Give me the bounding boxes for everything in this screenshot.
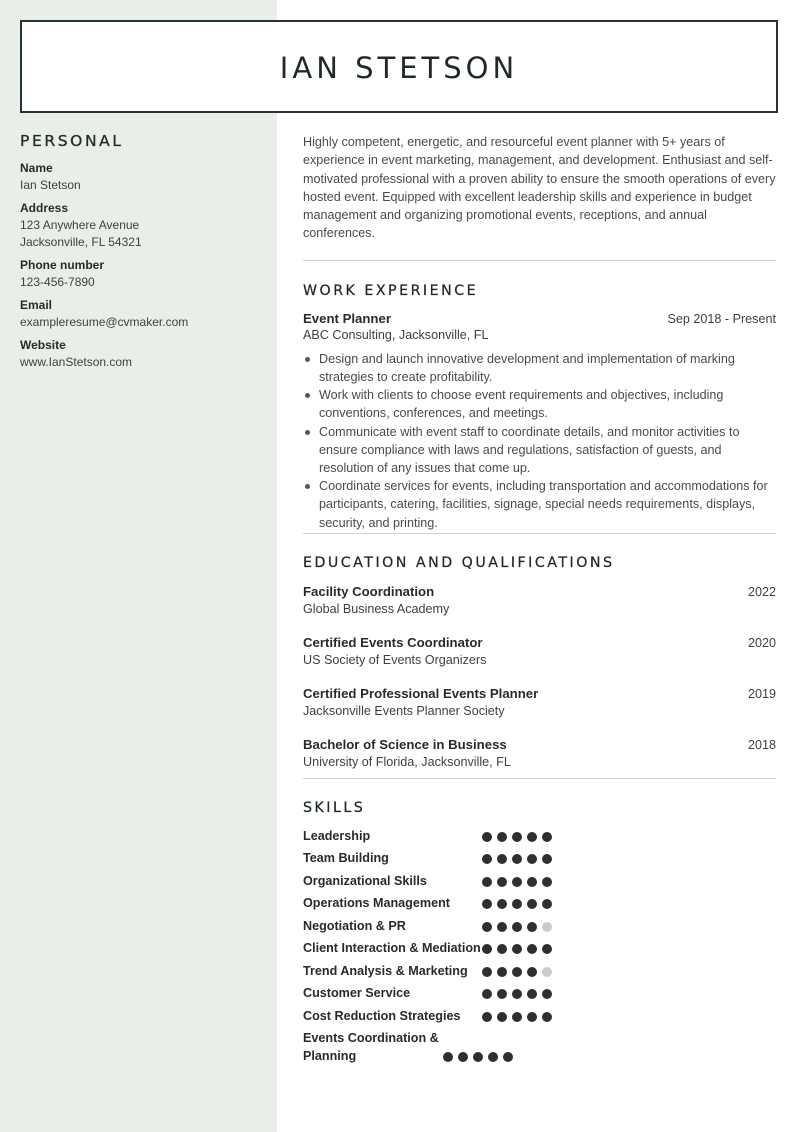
skill-row <box>303 1029 776 1065</box>
skill-rating <box>482 832 552 845</box>
rating-dot-filled-icon <box>482 967 492 977</box>
bullet-item <box>303 477 776 532</box>
work-experience-section <box>303 283 776 532</box>
education-org: University of Florida, Jacksonville, FL <box>303 754 511 769</box>
job-bullets <box>303 350 776 532</box>
rating-dot-filled-icon <box>512 832 522 842</box>
section-divider <box>303 533 776 534</box>
rating-dot-filled-icon <box>482 899 492 909</box>
job-entry <box>303 311 776 532</box>
skill-rating <box>482 877 552 890</box>
education-title-text: Facility Coordination <box>303 583 435 599</box>
bullet-item <box>303 350 776 386</box>
field-label: Name <box>20 161 53 175</box>
rating-dot-filled-icon <box>497 832 507 842</box>
personal-field-phone <box>20 257 260 291</box>
main-column <box>303 133 776 1070</box>
education-item <box>303 736 776 771</box>
bullet-icon <box>305 357 310 362</box>
rating-dot-filled-icon <box>488 1052 498 1062</box>
field-label: Address <box>20 201 69 215</box>
skill-name: Customer Service <box>303 986 411 1001</box>
personal-field-address <box>20 200 260 251</box>
rating-dot-filled-icon <box>512 1012 522 1022</box>
skill-rating <box>482 899 552 912</box>
skill-rating <box>482 944 552 957</box>
name-header-box <box>20 20 778 113</box>
rating-dot-filled-icon <box>512 899 522 909</box>
rating-dot-filled-icon <box>542 832 552 842</box>
profile-summary: Highly competent, energetic, and resourceful event planner with 5+ years of experience in event marketing, management, and development. Enthusiast and self-motivated professional with a proven ability to ensure the smooth operations of every hosted event. Equipped with excellent leadership skills and experience in budget management and organizing promotional events, receptions, and annual conferences. <box>303 135 776 241</box>
skills-title: SKILLS <box>303 799 366 816</box>
rating-dot-filled-icon <box>527 944 537 954</box>
rating-dot-filled-icon <box>527 922 537 932</box>
rating-dot-filled-icon <box>482 944 492 954</box>
rating-dot-filled-icon <box>542 854 552 864</box>
field-label: Email <box>20 298 53 312</box>
bullet-text: Design and launch innovative development and implementation of marking strategies to create profitability. <box>319 351 735 384</box>
skill-name: Negotiation & PR <box>303 918 406 933</box>
job-date: Sep 2018 - Present <box>667 311 776 326</box>
skill-name: Events Coordination & Planning <box>303 1031 439 1064</box>
rating-dot-filled-icon <box>482 1012 492 1022</box>
rating-dot-filled-icon <box>497 899 507 909</box>
education-title-text: Certified Events Coordinator <box>303 634 483 650</box>
skills-section <box>303 800 776 1066</box>
bullet-item <box>303 386 776 422</box>
personal-field-email <box>20 297 260 331</box>
education-section <box>303 555 776 771</box>
skill-rating <box>482 989 552 1002</box>
education-title-text: Bachelor of Science in Business <box>303 736 507 752</box>
rating-dot-filled-icon <box>527 899 537 909</box>
skill-name: Operations Management <box>303 896 450 911</box>
education-item <box>303 583 776 618</box>
bullet-item <box>303 423 776 478</box>
skill-row <box>303 894 776 912</box>
skill-row <box>303 872 776 890</box>
job-title: Event Planner <box>303 310 391 326</box>
rating-dot-filled-icon <box>482 832 492 842</box>
rating-dot-filled-icon <box>458 1052 468 1062</box>
rating-dot-filled-icon <box>497 944 507 954</box>
personal-field-name <box>20 160 260 194</box>
skill-row <box>303 849 776 867</box>
skill-name: Cost Reduction Strategies <box>303 1008 461 1023</box>
education-year: 2019 <box>747 686 776 701</box>
skill-row <box>303 827 776 845</box>
skill-rating <box>482 922 552 935</box>
rating-dot-filled-icon <box>527 989 537 999</box>
skill-name: Team Building <box>303 851 389 866</box>
skill-name: Organizational Skills <box>303 873 427 888</box>
rating-dot-filled-icon <box>512 989 522 999</box>
education-year: 2022 <box>747 584 776 599</box>
skill-rating <box>443 1052 513 1065</box>
skill-rating <box>482 1012 552 1025</box>
rating-dot-filled-icon <box>512 854 522 864</box>
rating-dot-filled-icon <box>512 922 522 932</box>
skill-rating <box>482 854 552 867</box>
rating-dot-filled-icon <box>527 1012 537 1022</box>
rating-dot-filled-icon <box>473 1052 483 1062</box>
rating-dot-filled-icon <box>527 967 537 977</box>
field-value: 123 Anywhere Avenue <box>20 218 140 232</box>
skill-row <box>303 1007 776 1025</box>
rating-dot-filled-icon <box>497 922 507 932</box>
rating-dot-filled-icon <box>482 854 492 864</box>
bullet-text: Work with clients to choose event requirements and objectives, including conventions, conferences, and meetings. <box>319 388 724 421</box>
skill-row <box>303 917 776 935</box>
bullet-icon <box>305 484 310 489</box>
education-org: Jacksonville Events Planner Society <box>303 703 505 718</box>
rating-dot-filled-icon <box>542 944 552 954</box>
rating-dot-filled-icon <box>527 854 537 864</box>
field-label: Phone number <box>20 258 105 272</box>
field-label: Website <box>20 338 66 352</box>
rating-dot-filled-icon <box>512 944 522 954</box>
field-value: 123-456-7890 <box>20 275 95 289</box>
education-item <box>303 685 776 720</box>
section-divider <box>303 260 776 261</box>
education-year: 2018 <box>747 737 776 752</box>
skills-list <box>303 827 776 1066</box>
education-item <box>303 634 776 669</box>
rating-dot-filled-icon <box>497 967 507 977</box>
education-year: 2020 <box>747 635 776 650</box>
rating-dot-filled-icon <box>443 1052 453 1062</box>
section-divider <box>303 778 776 779</box>
skill-row <box>303 984 776 1002</box>
email-link[interactable]: exampleresume@cvmaker.com <box>20 315 189 329</box>
education-title-text: Certified Professional Events Planner <box>303 685 539 701</box>
rating-dot-filled-icon <box>542 899 552 909</box>
rating-dot-filled-icon <box>542 877 552 887</box>
bullet-text: Coordinate services for events, including transportation and accommodations for participants, catering, facilities, signage, special needs requirements, displays, security, and printing. <box>319 479 768 530</box>
skill-rating <box>482 967 552 980</box>
website-link[interactable]: www.IanStetson.com <box>20 355 133 369</box>
work-experience-title: WORK EXPERIENCE <box>303 282 479 299</box>
rating-dot-filled-icon <box>512 877 522 887</box>
skill-row <box>303 939 776 957</box>
skill-name: Trend Analysis & Marketing <box>303 963 468 978</box>
education-org: US Society of Events Organizers <box>303 652 487 667</box>
rating-dot-filled-icon <box>497 854 507 864</box>
candidate-name: IAN STETSON <box>279 50 519 85</box>
bullet-icon <box>305 393 310 398</box>
education-title: EDUCATION AND QUALIFICATIONS <box>303 554 615 571</box>
personal-sidebar <box>20 132 260 377</box>
skill-name: Leadership <box>303 828 371 843</box>
rating-dot-filled-icon <box>497 1012 507 1022</box>
bullet-icon <box>305 430 310 435</box>
personal-section-title: PERSONAL <box>20 132 124 150</box>
rating-dot-filled-icon <box>497 989 507 999</box>
rating-dot-empty-icon <box>542 922 552 932</box>
bullet-text: Communicate with event staff to coordinate details, and monitor activities to ensure compliance with laws and regulations, satisfaction of guests, and resolution of any issues that come up. <box>319 424 740 475</box>
rating-dot-filled-icon <box>503 1052 513 1062</box>
rating-dot-filled-icon <box>527 877 537 887</box>
personal-field-website <box>20 337 260 371</box>
job-company: ABC Consulting, Jacksonville, FL <box>303 327 489 342</box>
skill-row <box>303 962 776 980</box>
rating-dot-filled-icon <box>482 922 492 932</box>
rating-dot-filled-icon <box>482 877 492 887</box>
rating-dot-filled-icon <box>482 989 492 999</box>
education-org: Global Business Academy <box>303 601 450 616</box>
rating-dot-empty-icon <box>542 967 552 977</box>
skill-name: Client Interaction & Mediation <box>303 941 481 956</box>
rating-dot-filled-icon <box>497 877 507 887</box>
field-value: Ian Stetson <box>20 178 81 192</box>
field-value: Jacksonville, FL 54321 <box>20 235 142 249</box>
rating-dot-filled-icon <box>527 832 537 842</box>
rating-dot-filled-icon <box>542 989 552 999</box>
rating-dot-filled-icon <box>542 1012 552 1022</box>
rating-dot-filled-icon <box>512 967 522 977</box>
